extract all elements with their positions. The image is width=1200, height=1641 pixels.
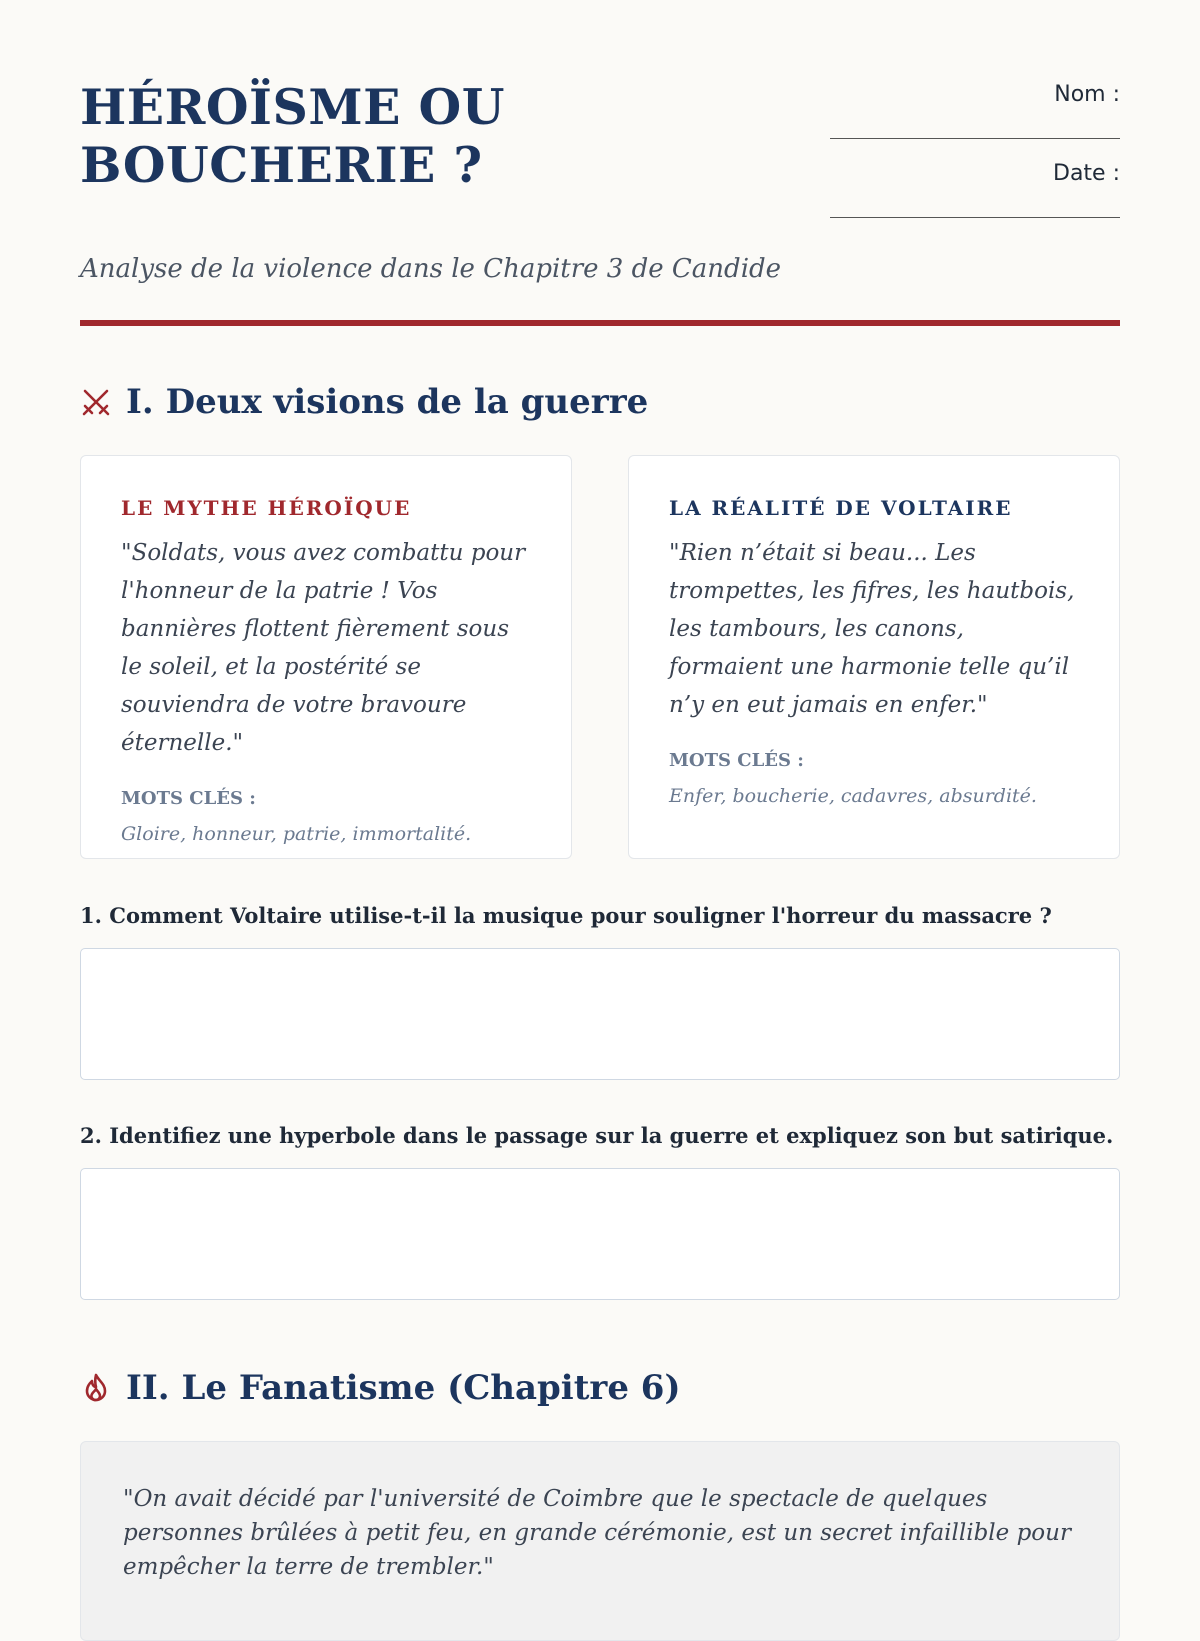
keywords-label: MOTS CLÉS : xyxy=(121,788,256,809)
keywords: Gloire, honneur, patrie, immortalité. xyxy=(121,823,472,845)
page-title: HÉROÏSME OU BOUCHERIE ? xyxy=(80,78,505,194)
heroic-myth-card xyxy=(80,455,572,859)
date-field[interactable] xyxy=(830,189,1120,218)
answer-box-2[interactable] xyxy=(80,1168,1120,1300)
question-1: 1. Comment Voltaire utilise-t-il la musique pour souligner l'horreur du massacre ? xyxy=(80,903,1052,928)
section-1-heading xyxy=(80,382,648,422)
answer-box-1[interactable] xyxy=(80,948,1120,1080)
section-2-title: II. Le Fanatisme (Chapitre 6) xyxy=(126,1368,681,1408)
keywords-label: MOTS CLÉS : xyxy=(669,750,804,771)
name-field[interactable] xyxy=(830,110,1120,139)
page-subtitle: Analyse de la violence dans le Chapitre 3 de Candide xyxy=(80,254,782,284)
card-title: LA RÉALITÉ DE VOLTAIRE xyxy=(669,496,1013,520)
keywords: Enfer, boucherie, cadavres, absurdité. xyxy=(669,785,1037,807)
fanaticism-quote-box xyxy=(80,1441,1120,1641)
date-label: Date : xyxy=(1053,161,1120,186)
name-label: Nom : xyxy=(1054,82,1120,107)
voltaire-reality-card xyxy=(628,455,1120,859)
fanaticism-quote: "On avait décidé par l'université de Coimbre que le spectacle de quelques personnes brûlées à petit feu, en grande cérémonie, est un secret infaillible pour empêcher la terre de trembler." xyxy=(123,1486,1071,1580)
header-divider xyxy=(80,320,1120,326)
crossed-swords-icon xyxy=(80,386,112,418)
card-quote: "Rien n’était si beau... Les trompettes, les fifres, les hautbois, les tambours, les canons, formaient une harmonie telle qu’il n’y en eut jamais en enfer." xyxy=(669,540,1075,718)
flame-icon xyxy=(80,1372,112,1404)
question-2: 2. Identifiez une hyperbole dans le passage sur la guerre et expliquez son but satirique. xyxy=(80,1123,1114,1148)
card-title: LE MYTHE HÉROÏQUE xyxy=(121,496,412,520)
card-quote: "Soldats, vous avez combattu pour l'honneur de la patrie ! Vos bannières flottent fièrement sous le soleil, et la postérité se souviendra de votre bravoure éternelle." xyxy=(121,540,526,756)
student-info xyxy=(830,80,1120,238)
section-2-heading xyxy=(80,1368,681,1408)
section-1-title: I. Deux visions de la guerre xyxy=(126,382,649,422)
